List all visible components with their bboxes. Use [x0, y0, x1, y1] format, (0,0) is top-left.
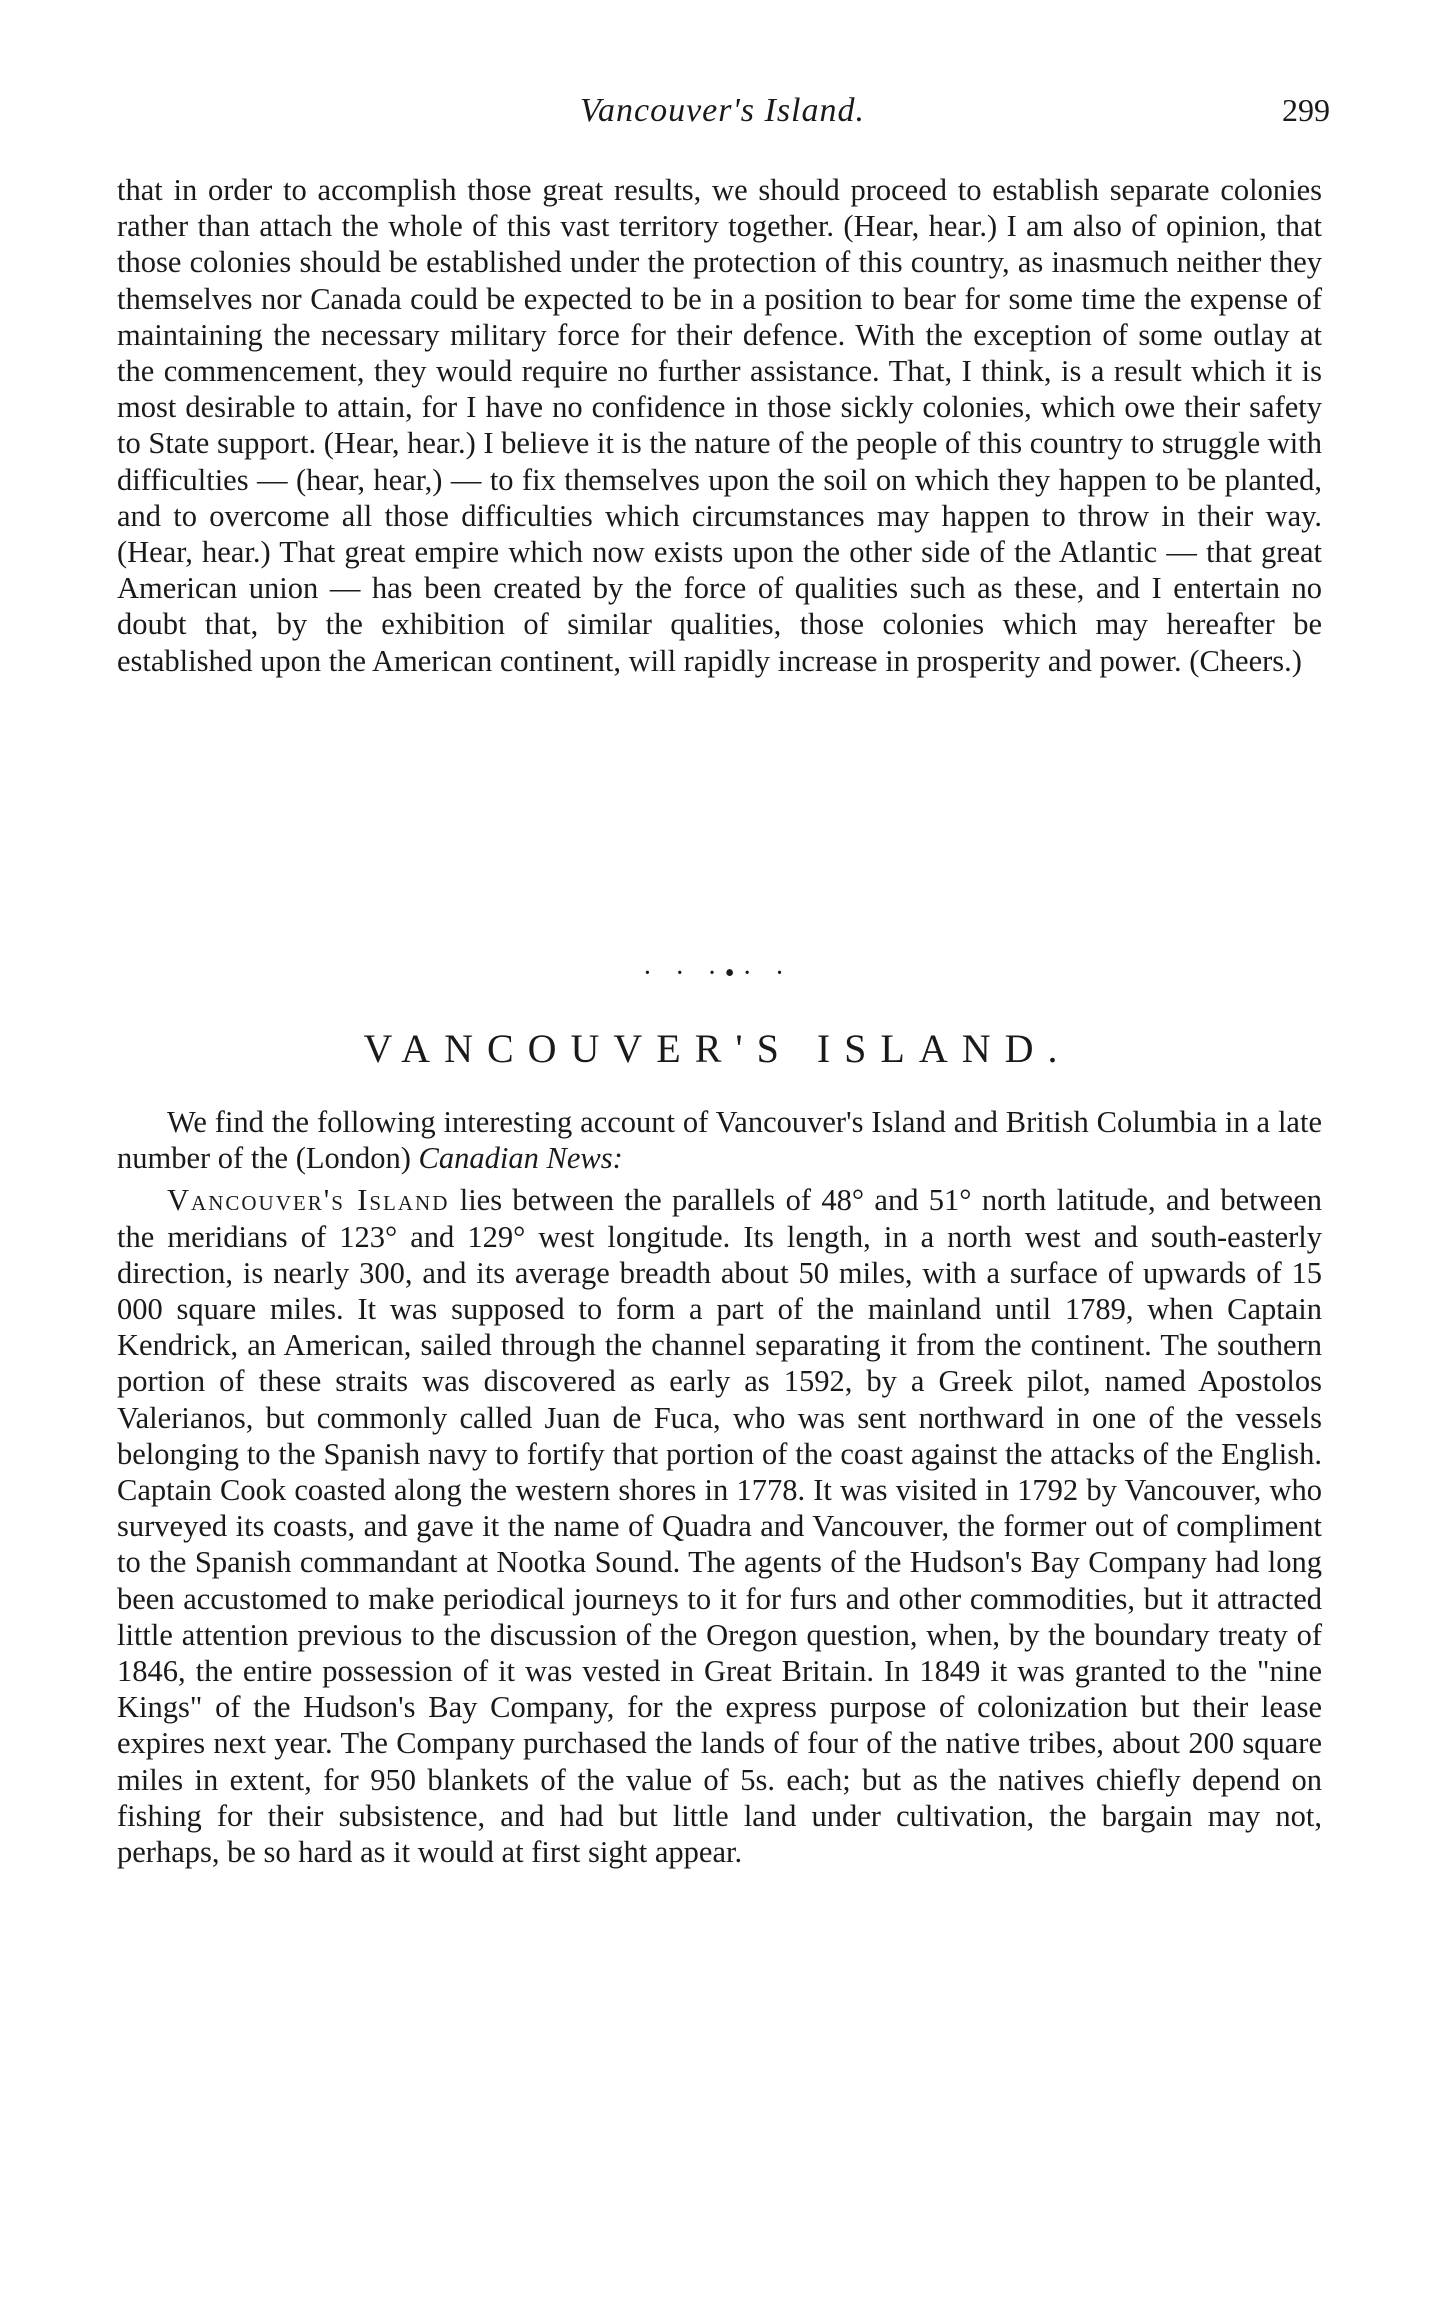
speech-continuation [117, 172, 1322, 679]
intro-text: We find the following interesting account of Vancouver's Island and British Columbia in a late number of the (London) [117, 1105, 1322, 1176]
article-body [117, 1104, 1322, 1870]
section-ornament: · · ·•· · [642, 958, 793, 989]
running-title: Vancouver's Island. [579, 92, 865, 129]
section-heading: VANCOUVER'S ISLAND. [363, 1026, 1072, 1071]
body-lead: Vancouver's Island [167, 1183, 450, 1218]
running-head [115, 92, 1330, 142]
speech-paragraph: that in order to accomplish those great results, we should proceed to establish separate colonies rather than attach the whole of this vast territory together. (Hear, hear.) I am also of opinion, that those colonies should be established under the protection of this country, as inasmuch neither they themselves nor Canada could be expected to be in a position to bear for some time the expense of maintaining the necessary military force for their defence. With the exception of some outlay at the commencement, they would require no further assistance. That, I think, is a result which it is most desirable to attain, for I have no confidence in those sickly colonies, which owe their safety to State support. (Hear, hear.) I believe it is the nature of the people of this country to struggle with difficulties — (hear, hear,) — to fix themselves upon the soil on which they happen to be planted, and to overcome all those difficulties which circumstances may happen to throw in their way. (Hear, hear.) That great empire which now exists upon the other side of the Atlantic — that great American union — has been created by the force of qualities such as these, and I entertain no doubt that, by the exhibition of similar qualities, those colonies which may hereafter be established upon the American continent, will rapidly increase in prosperity and power. (Cheers.) [117, 173, 1322, 678]
body-text: lies between the parallels of 48° and 51° north latitude, and between the meridians of 123° and 129° west longitude. Its length, in a north west and south-easterly direction, is nearly 300, and its average breadth about 50 miles, with a surface of upwards of 15 000 square miles. It was supposed to form a part of the mainland until 1789, when Captain Kendrick, an American, sailed through the channel separating it from the continent. The southern portion of these straits was discovered as early as 1592, by a Greek pilot, named Apostolos Valerianos, but commonly called Juan de Fuca, who was sent northward in one of the vessels belonging to the Spanish navy to fortify that portion of the coast against the attacks of the English. Captain Cook coasted along the western shores in 1778. It was visited in 1792 by Vancouver, who surveyed its coasts, and gave it the name of Quadra and Vancouver, the former out of compliment to the Spanish commandant at Nootka Sound. The agents of the Hudson's Bay Company had long been accustomed to make periodical journeys to it for furs and other commodities, but it attracted little attention previous to the discussion of the Oregon question, when, by the boundary treaty of 1846, the entire possession of it was vested in Great Britain. In 1849 it was granted to the "nine Kings" of the Hudson's Bay Company, for the express purpose of colonization but their lease expires next year. The Company purchased the lands of four of the native tribes, about 200 square miles in extent, for 950 blankets of the value of 5s. each; but as the natives chiefly depend on fishing for their subsistence, and had but little land under cultivation, the bargain may not, perhaps, be so hard as it would at first sight appear. [117, 1183, 1322, 1870]
page-number: 299 [1282, 92, 1330, 128]
intro-paragraph [117, 1104, 1322, 1176]
intro-source: Canadian News: [418, 1141, 623, 1176]
body-paragraph [117, 1182, 1322, 1870]
